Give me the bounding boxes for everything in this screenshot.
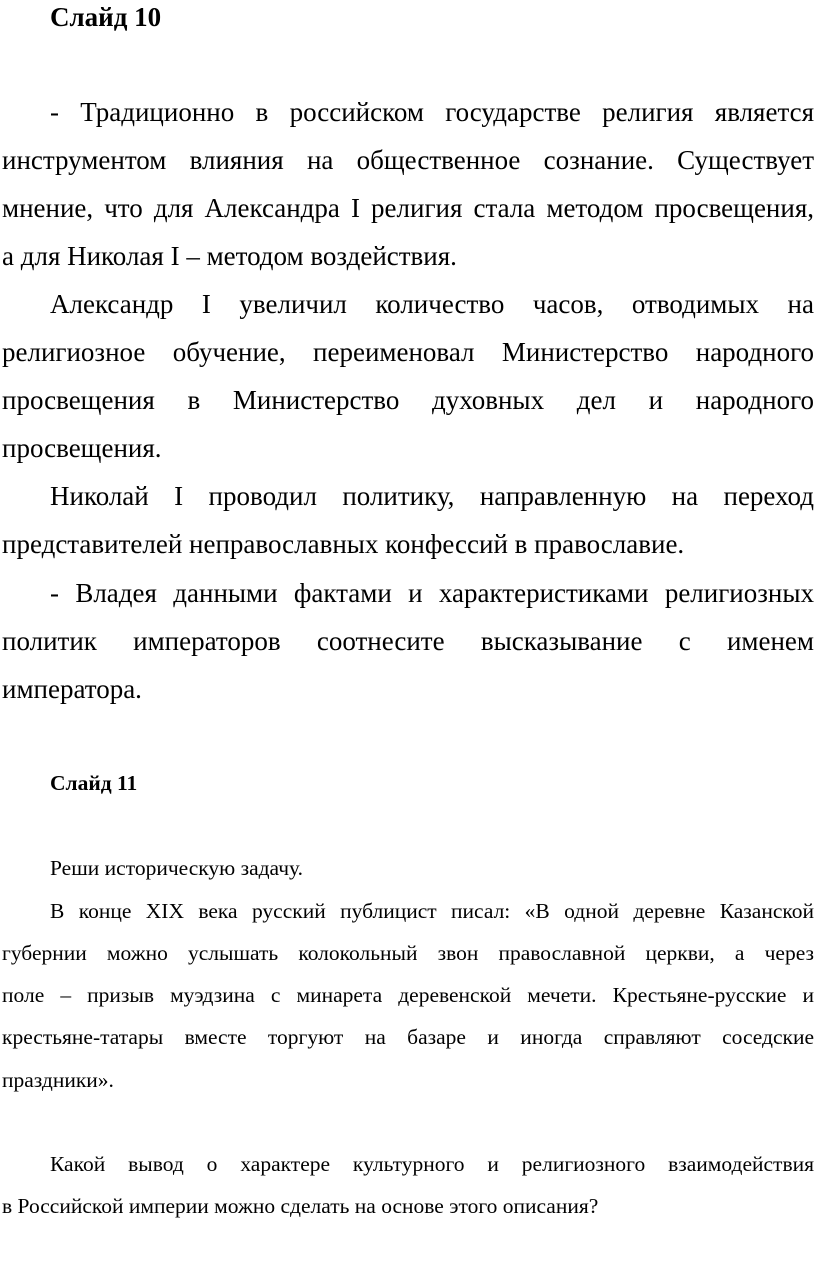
text-line: просвещения в Министерство духовных дел и народного — [2, 385, 814, 415]
text-line: праздники». — [2, 1068, 114, 1092]
text-line: просвещения. — [2, 433, 162, 463]
text-line: Александр I увеличил количество часов, отводимых на — [50, 289, 814, 319]
text-line: религиозное обучение, переименовал Министерство народного — [2, 337, 814, 367]
text-line: инструментом влияния на общественное сознание. Существует — [2, 145, 814, 175]
text-line: политик императоров соотнесите высказывание с именем — [2, 626, 814, 656]
text-line: мнение, что для Александра I религия стала методом просвещения, — [2, 193, 814, 223]
text-line: поле – призыв муэдзина с минарета деревенской мечети. Крестьяне-русские и — [2, 983, 814, 1007]
slide-10-title: Слайд 10 — [50, 2, 162, 32]
slide-11-title: Слайд 11 — [50, 771, 138, 795]
text-line: Николай I проводил политику, направленную на переход — [50, 481, 814, 511]
text-line: - Традиционно в российском государстве религия является — [50, 97, 814, 127]
text-line: - Владея данными фактами и характеристиками религиозных — [50, 578, 814, 608]
text-line: в Российской империи можно сделать на основе этого описания? — [2, 1194, 599, 1218]
text-line: а для Николая I – методом воздействия. — [2, 241, 457, 271]
text-line: губернии можно услышать колокольный звон православной церкви, а через — [2, 941, 814, 965]
text-line: Какой вывод о характере культурного и религиозного взаимодействия — [50, 1152, 814, 1176]
text-line: Реши историческую задачу. — [50, 856, 304, 880]
text-line: императора. — [2, 674, 142, 704]
text-line: В конце XIX века русский публицист писал: «В одной деревне Казанской — [50, 899, 814, 923]
text-line: представителей неправославных конфессий в православие. — [2, 529, 685, 559]
text-line: крестьяне-татары вместе торгуют на базаре и иногда справляют соседские — [2, 1025, 814, 1049]
